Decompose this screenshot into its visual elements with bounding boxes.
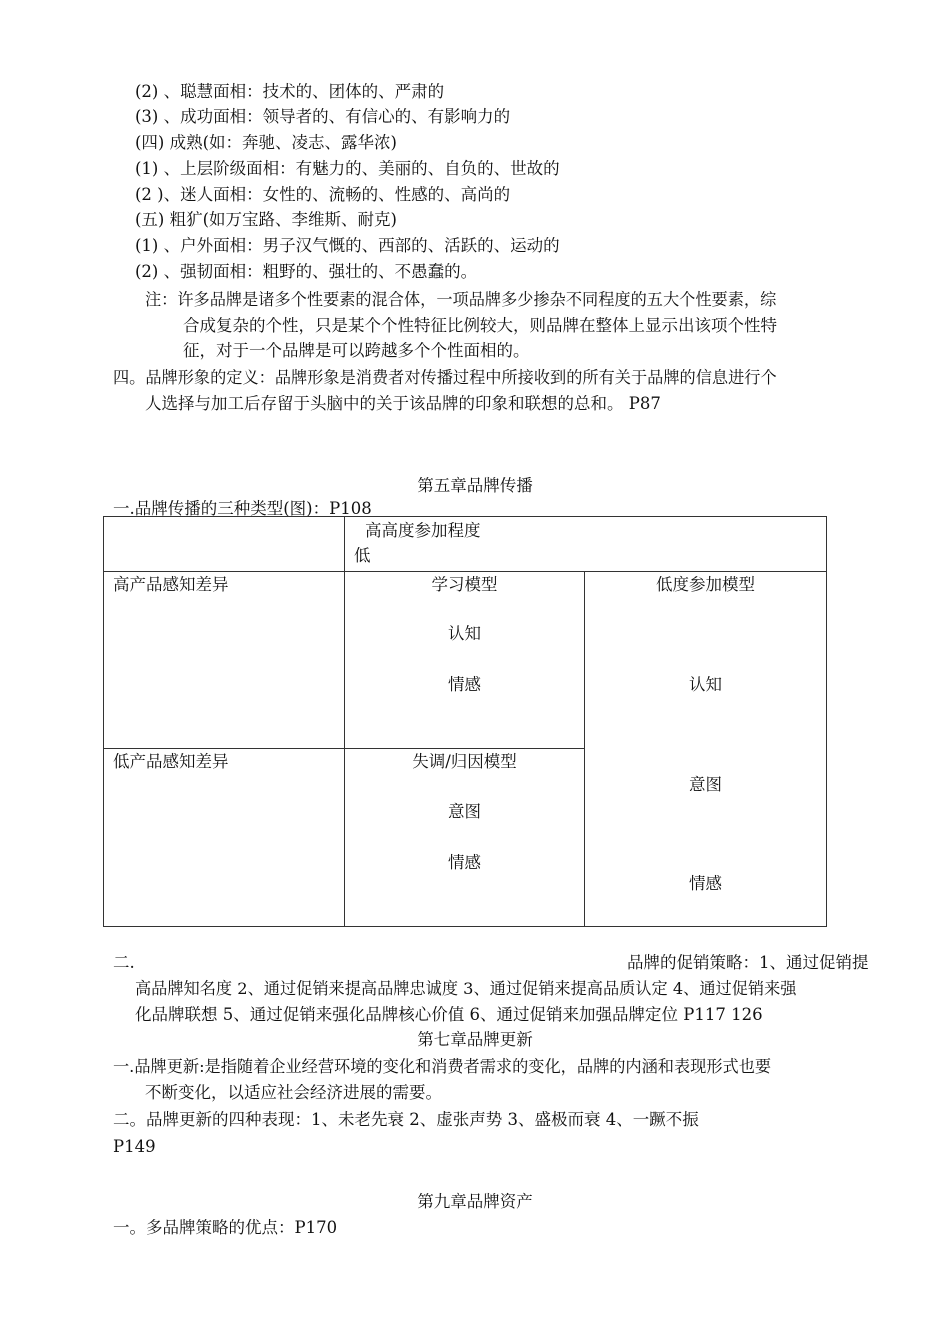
dissonance-model-cell	[345, 749, 585, 927]
dissonance-affect: 情感	[448, 853, 481, 872]
list-line: (2) 、聪慧面相：技术的、团体的、严肃的	[135, 82, 445, 101]
low-involvement-model-cell	[585, 572, 827, 927]
chapter7-title: 第七章品牌更新	[417, 1030, 533, 1049]
learning-affect: 情感	[448, 675, 481, 694]
high-differentiation-cell	[104, 572, 345, 749]
note-line: 合成复杂的个性，只是某个个性特征比例较大，则品牌在整体上显示出该项个性特	[183, 316, 777, 335]
list-line: (2 )、迷人面相：女性的、流畅的、性感的、高尚的	[135, 185, 511, 204]
note-line: 注：许多品牌是诸多个性要素的混合体，一项品牌多少掺杂不同程度的五大个性要素，综	[145, 290, 777, 309]
low-involvement-intention: 意图	[689, 775, 722, 794]
table-corner-cell	[104, 517, 345, 572]
definition-line: 四。品牌形象的定义：品牌形象是消费者对传播过程中所接收到的所有关于品牌的信息进行个	[113, 368, 777, 387]
brand-renewal-forms: 二。品牌更新的四种表现：1、未老先衰 2、虚张声势 3、盛极而衰 4、一蹶不振	[113, 1110, 699, 1129]
brand-renewal-definition: 一.品牌更新:是指随着企业经营环境的变化和消费者需求的变化，品牌的内涵和表现形式也要	[113, 1057, 772, 1076]
list-line: (2) 、强韧面相：粗野的、强壮的、不愚蠢的。	[135, 262, 478, 281]
dissonance-model-title: 失调/归因模型	[412, 752, 517, 771]
promotion-line: 化品牌联想 5、通过促销来强化品牌核心价值 6、通过促销来加强品牌定位 P117 126	[135, 1005, 763, 1024]
promotion-prefix: 二.	[113, 953, 135, 972]
chapter5-title: 第五章品牌传播	[417, 476, 533, 495]
list-line: (五) 粗犷(如万宝路、李维斯、耐克)	[135, 210, 397, 229]
dissonance-intention: 意图	[448, 802, 481, 821]
row-label-low: 低产品感知差异	[113, 752, 229, 771]
low-differentiation-cell	[104, 749, 345, 927]
involvement-header: 高高度参加程度	[365, 521, 481, 540]
involvement-header-cell	[345, 517, 827, 572]
low-involvement-title: 低度参加模型	[656, 575, 755, 594]
promotion-line: 品牌的促销策略：1、通过促销提	[627, 953, 869, 972]
promotion-line: 高品牌知名度 2、通过促销来提高品牌忠诚度 3、通过促销来提高品质认定 4、通过促销来强	[135, 979, 797, 998]
chapter5-item1: 一.品牌传播的三种类型(图)：P108	[113, 499, 372, 518]
chapter9-title: 第九章品牌资产	[417, 1192, 533, 1211]
learning-model-title: 学习模型	[431, 575, 498, 594]
learning-model-cell	[345, 572, 585, 749]
involvement-low-label: 低	[354, 546, 371, 565]
communication-types-table	[103, 516, 827, 927]
list-line: (四) 成熟(如：奔驰、凌志、露华浓)	[135, 133, 397, 152]
list-line: (3) 、成功面相：领导者的、有信心的、有影响力的	[135, 107, 511, 126]
low-involvement-affect: 情感	[689, 874, 722, 893]
note-line: 征，对于一个品牌是可以跨越多个个性面相的。	[183, 341, 530, 360]
row-label-high: 高产品感知差异	[113, 575, 229, 594]
list-line: (1) 、上层阶级面相：有魅力的、美丽的、自负的、世故的	[135, 159, 560, 178]
list-line: (1) 、户外面相：男子汉气慨的、西部的、活跃的、运动的	[135, 236, 560, 255]
page-reference: P149	[113, 1137, 156, 1156]
brand-renewal-definition: 不断变化，以适应社会经济进展的需要。	[145, 1083, 442, 1102]
definition-line: 人选择与加工后存留于头脑中的关于该品牌的印象和联想的总和。 P87	[145, 394, 661, 413]
low-involvement-cognition: 认知	[689, 675, 722, 694]
multi-brand-advantages: 一。多品牌策略的优点：P170	[113, 1218, 338, 1237]
learning-cognition: 认知	[448, 624, 481, 643]
